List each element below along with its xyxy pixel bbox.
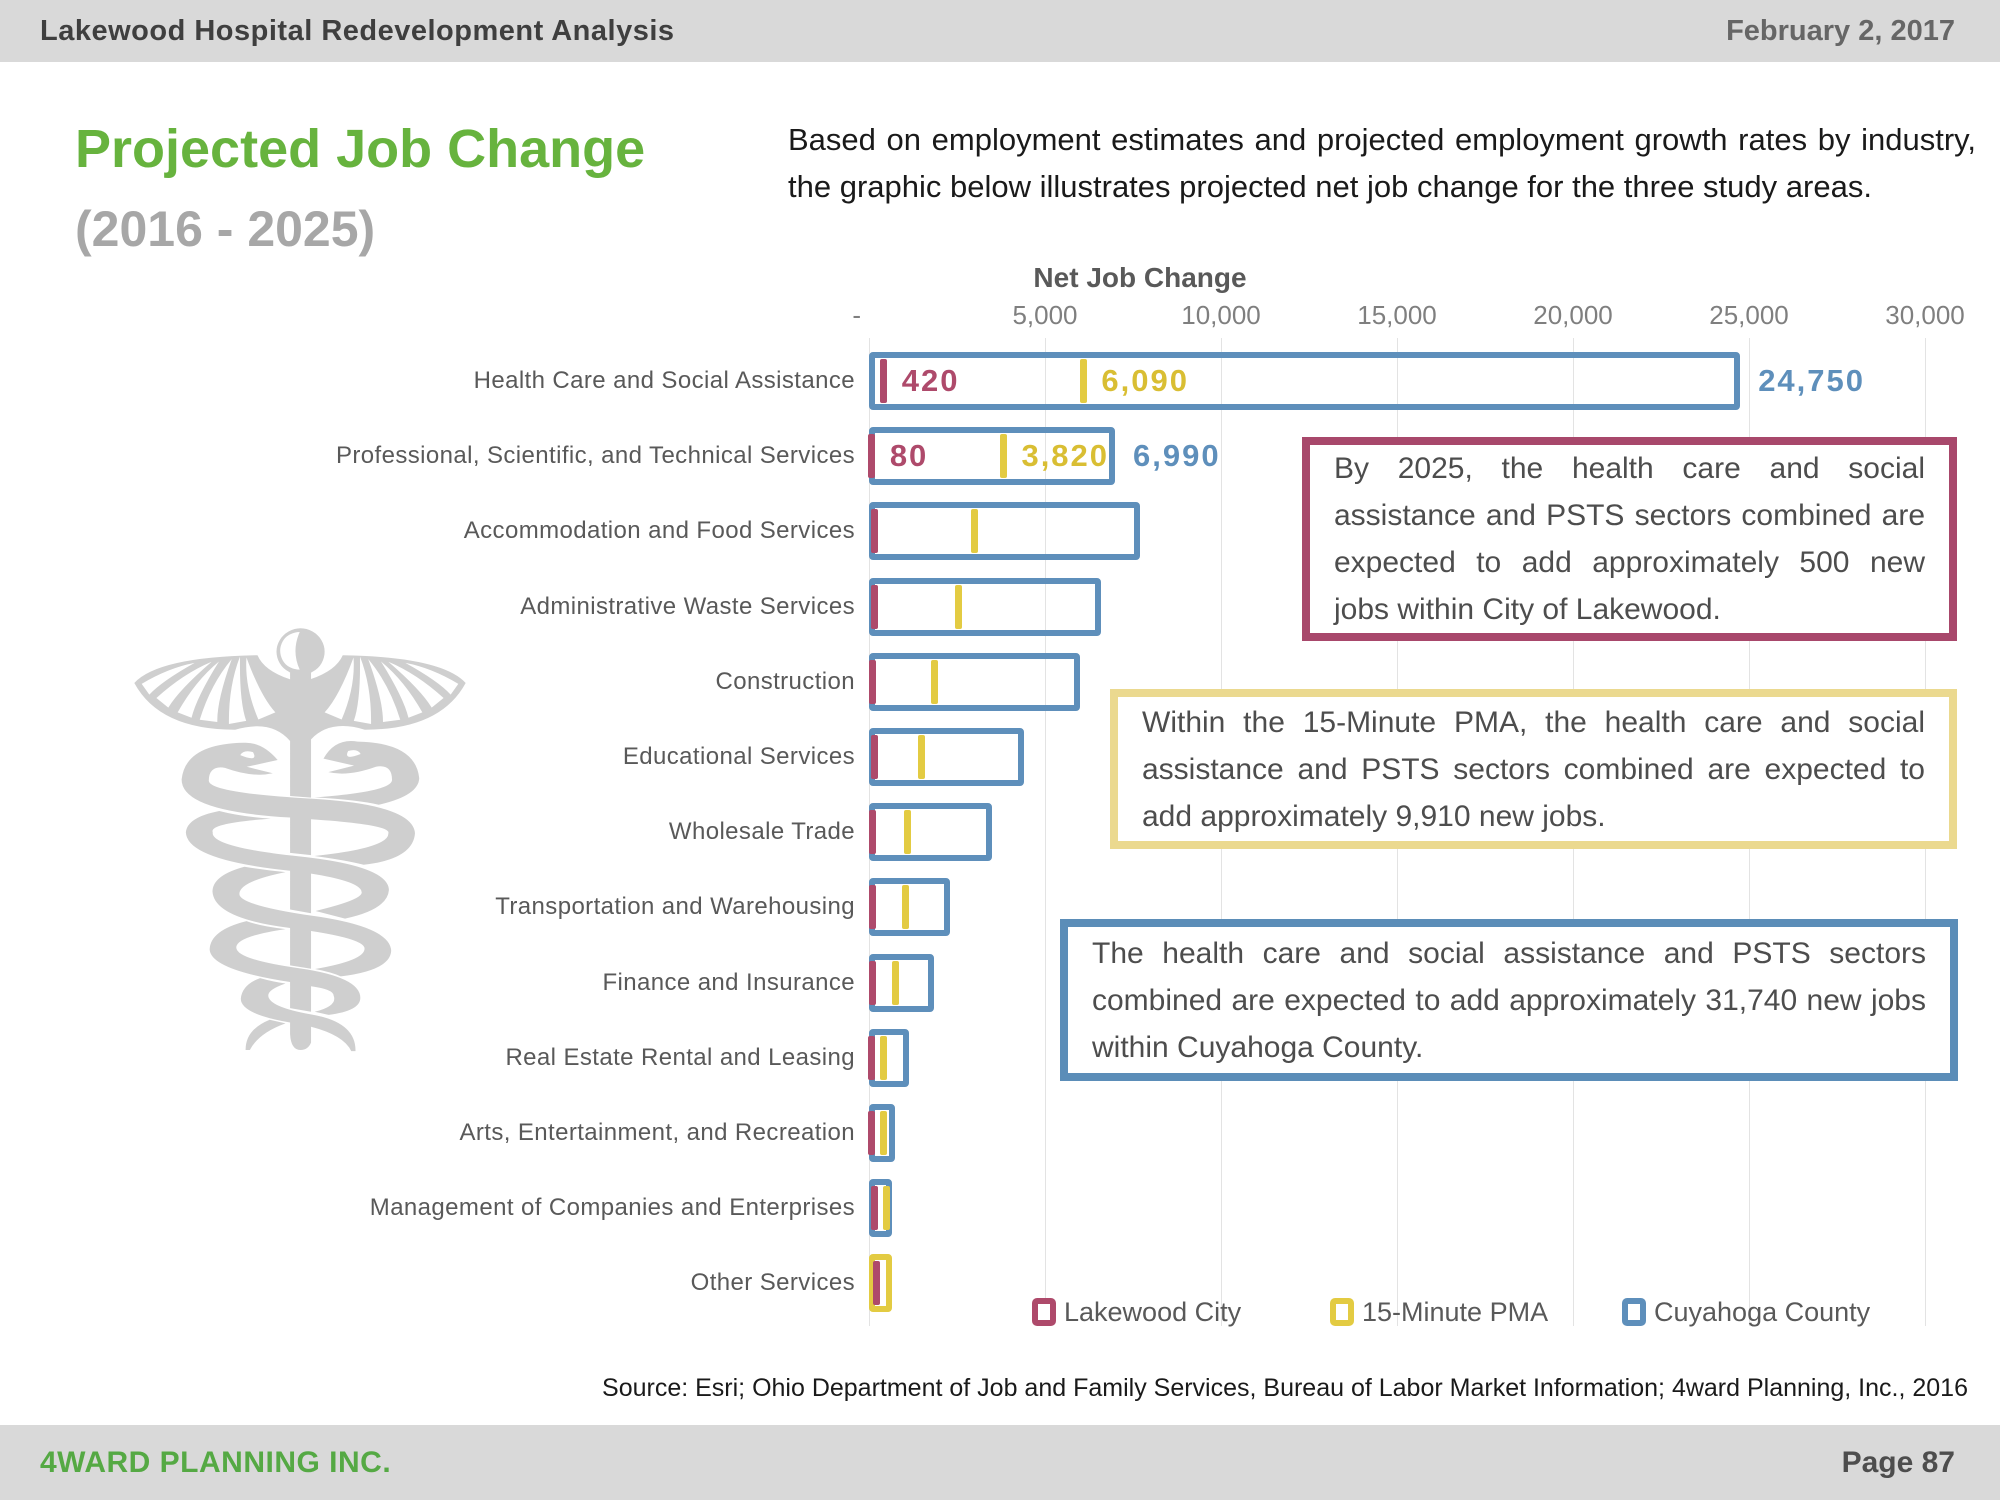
bar-cuyahoga xyxy=(869,1029,909,1087)
bar-pma xyxy=(902,885,909,929)
bar-cuyahoga xyxy=(869,728,1024,786)
bar-cuyahoga xyxy=(869,352,1740,410)
source-note: Source: Esri; Ohio Department of Job and Family Services, Bureau of Labor Market Information; 4ward Planning, Inc., 2016 xyxy=(602,1374,1968,1402)
category-label: Accommodation and Food Services xyxy=(463,517,855,545)
bar-cuyahoga xyxy=(869,578,1101,636)
data-label-pma: 6,090 xyxy=(1101,363,1189,398)
category-label: Wholesale Trade xyxy=(668,818,855,846)
bar-pma xyxy=(1080,359,1087,403)
category-label: Educational Services xyxy=(622,743,855,770)
bar-lakewood xyxy=(868,434,875,478)
bar-pma xyxy=(892,961,899,1005)
category-label: Professional, Scientific, and Technical Services xyxy=(335,442,855,470)
pma-callout-text: Within the 15-Minute PMA, the health care and social assistance and PSTS sectors combined are expected to add approximately 9,910 new jobs. xyxy=(1142,705,1925,833)
footer-company: 4WARD PLANNING INC. xyxy=(40,1445,392,1479)
gridline xyxy=(1045,338,1046,1326)
legend-item-cuyahoga xyxy=(1622,1292,1870,1332)
legend-label: Lakewood City xyxy=(1064,1296,1242,1327)
page-subtitle: (2016 - 2025) xyxy=(75,201,376,257)
bar-pma xyxy=(880,1036,887,1080)
data-label-cuyahoga: 24,750 xyxy=(1758,363,1866,398)
bar-lakewood xyxy=(868,1036,875,1080)
x-tick-label: 30,000 xyxy=(1885,300,1965,330)
category-label: Management of Companies and Enterprises xyxy=(369,1194,855,1222)
category-label: Administrative Waste Services xyxy=(520,592,855,620)
x-tick-label: 15,000 xyxy=(1357,300,1437,330)
caduceus-icon: ☤ xyxy=(106,512,494,1187)
bar-lakewood xyxy=(871,509,878,553)
category-label: Health Care and Social Assistance xyxy=(473,367,855,394)
x-tick-label: 10,000 xyxy=(1181,300,1261,330)
bar-lakewood xyxy=(869,961,876,1005)
bar-cuyahoga xyxy=(869,502,1140,560)
axis-title: Net Job Change xyxy=(1033,262,1247,293)
category-label: Construction xyxy=(715,667,855,695)
x-tick-label: 25,000 xyxy=(1709,300,1789,330)
data-label-lakewood: 80 xyxy=(889,438,929,474)
category-label: Arts, Entertainment, and Recreation xyxy=(459,1119,855,1146)
legend-item-lakewood xyxy=(1032,1292,1241,1332)
report-title: Lakewood Hospital Redevelopment Analysis xyxy=(40,14,675,47)
category-label: Transportation and Warehousing xyxy=(495,893,855,921)
data-label-lakewood: 420 xyxy=(901,363,960,398)
report-date: February 2, 2017 xyxy=(1726,14,1955,47)
bar-pma xyxy=(971,509,978,553)
data-label-cuyahoga: 6,990 xyxy=(1133,438,1221,474)
bar-lakewood xyxy=(871,735,878,779)
bar-lakewood xyxy=(869,810,876,854)
category-label: Finance and Insurance xyxy=(602,968,855,996)
bar-lakewood xyxy=(869,660,876,704)
lakewood-callout-box xyxy=(1302,437,1957,641)
bar-cuyahoga xyxy=(869,878,950,936)
bar-lakewood xyxy=(873,1261,880,1305)
legend-marker-pma xyxy=(1330,1298,1354,1326)
bar-cuyahoga xyxy=(869,803,992,861)
pma-callout-box xyxy=(1110,689,1957,849)
x-tick-label: 20,000 xyxy=(1533,300,1613,330)
bar-pma xyxy=(955,585,962,629)
bar-cuyahoga xyxy=(869,954,934,1012)
bar-lakewood xyxy=(869,885,876,929)
bar-pma xyxy=(931,660,938,704)
bar-pma xyxy=(880,1111,887,1155)
footer-page-number: Page 87 xyxy=(1841,1445,1955,1479)
cuyahoga-callout-box xyxy=(1060,919,1958,1081)
legend-label: Cuyahoga County xyxy=(1654,1296,1871,1327)
bar-cuyahoga xyxy=(869,653,1080,711)
bar-lakewood xyxy=(871,1186,878,1230)
lakewood-callout-text: By 2025, the health care and social assistance and PSTS sectors combined are expected to add approximately 500 new jobs within City of Lakewood. xyxy=(1334,452,1925,626)
bar-pma xyxy=(904,810,911,854)
category-label: Other Services xyxy=(690,1269,855,1297)
page-title: Projected Job Change xyxy=(75,119,646,179)
bar-pma xyxy=(883,1186,890,1230)
intro-paragraph: Based on employment estimates and projected employment growth rates by industry, the graphic below illustrates projected net job change for the three study areas. xyxy=(788,122,1976,204)
legend-marker-lakewood xyxy=(1032,1298,1056,1326)
x-tick-label: 5,000 xyxy=(1012,300,1078,330)
bar-lakewood xyxy=(880,359,887,403)
bar-lakewood xyxy=(868,1111,875,1155)
legend-item-pma xyxy=(1330,1292,1548,1332)
bar-pma xyxy=(918,735,925,779)
data-label-pma: 3,820 xyxy=(1021,438,1110,474)
category-label: Real Estate Rental and Leasing xyxy=(505,1043,855,1071)
bar-pma xyxy=(1000,434,1007,478)
x-tick-label: - xyxy=(852,300,861,330)
legend-label: 15-Minute PMA xyxy=(1362,1296,1549,1327)
legend-marker-cuyahoga xyxy=(1622,1298,1646,1326)
cuyahoga-callout-text: The health care and social assistance and PSTS sectors combined are expected to add approximately 31,740 new jobs within Cuyahoga County. xyxy=(1092,936,1926,1064)
bar-lakewood xyxy=(871,585,878,629)
